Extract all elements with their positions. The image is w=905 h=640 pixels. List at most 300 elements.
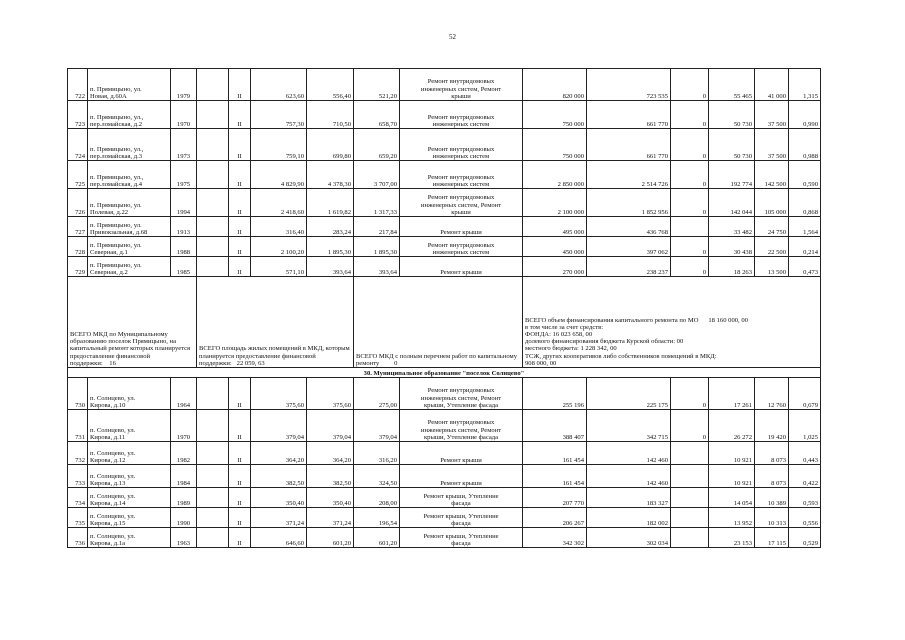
- total-area: 623,60: [251, 69, 307, 101]
- address-line-1: п. Солнцево, ул.: [90, 512, 136, 520]
- work-line-2: Ремонт крыши, Утепление: [423, 492, 499, 500]
- address-line-2: Кирова, д.10: [90, 401, 126, 409]
- total-cost: 750 000: [523, 101, 587, 129]
- table-row: [68, 528, 821, 548]
- empty-cell: [197, 465, 229, 488]
- total-cost: 342 302: [523, 528, 587, 548]
- local-budget: 14 054: [709, 488, 755, 508]
- building-class: II: [229, 488, 251, 508]
- specific-cost: 0,590: [789, 161, 821, 189]
- build-year: 1970: [171, 410, 197, 442]
- address-line-1: п. Прямицыно, ул.,: [90, 145, 144, 153]
- private-area: 208,00: [354, 488, 400, 508]
- living-area: 699,80: [307, 129, 354, 161]
- work-line-3: крыши: [451, 208, 471, 216]
- empty-cell: [197, 378, 229, 410]
- work-types: [400, 410, 523, 442]
- living-area: 379,04: [307, 410, 354, 442]
- total-cost: 255 196: [523, 378, 587, 410]
- work-line-2: Ремонт внутридомовых: [427, 241, 495, 249]
- table-row: [68, 101, 821, 129]
- private-area: 324,50: [354, 465, 400, 488]
- work-line-2: инженерных систем: [432, 180, 490, 188]
- address-line-1: п. Солнцево, ул.: [90, 449, 136, 457]
- table-row: [68, 410, 821, 442]
- regional-budget: [671, 508, 709, 528]
- private-area: 217,84: [354, 217, 400, 237]
- regional-budget: 0: [671, 410, 709, 442]
- address-line-1: п. Солнцево, ул.: [90, 426, 136, 434]
- total-area: 2 100,20: [251, 237, 307, 257]
- table-row: [68, 442, 821, 465]
- local-budget: 142 044: [709, 189, 755, 217]
- local-budget: 50 730: [709, 129, 755, 161]
- owners-share: 10 313: [755, 508, 789, 528]
- work-line-2: инженерных систем, Ремонт: [420, 201, 502, 209]
- empty-cell: [197, 217, 229, 237]
- address-cell: [88, 442, 171, 465]
- building-class: II: [229, 189, 251, 217]
- total-cost: 161 454: [523, 442, 587, 465]
- total-area: 4 829,90: [251, 161, 307, 189]
- work-types: [400, 257, 523, 277]
- row-number: 722: [68, 69, 88, 101]
- address-line-2: пер.ломайская, д.2: [90, 120, 143, 128]
- total-area: 571,10: [251, 257, 307, 277]
- total-area: 316,40: [251, 217, 307, 237]
- work-line-3: Ремонт крыши: [440, 228, 482, 236]
- work-line-1: Ремонт внутридомовых: [427, 194, 495, 202]
- build-year: 1964: [171, 378, 197, 410]
- specific-cost: 0,443: [789, 442, 821, 465]
- owners-share: 8 073: [755, 465, 789, 488]
- empty-cell: [197, 129, 229, 161]
- row-number: 727: [68, 217, 88, 237]
- owners-share: 105 000: [755, 189, 789, 217]
- local-budget: 33 482: [709, 217, 755, 237]
- local-budget: 26 272: [709, 410, 755, 442]
- living-area: 371,24: [307, 508, 354, 528]
- total-area: 364,20: [251, 442, 307, 465]
- work-types: [400, 465, 523, 488]
- regional-budget: 0: [671, 189, 709, 217]
- total-area: 757,30: [251, 101, 307, 129]
- regional-budget: [671, 217, 709, 237]
- row-number: 736: [68, 528, 88, 548]
- living-area: 364,20: [307, 442, 354, 465]
- specific-cost: 1,315: [789, 69, 821, 101]
- private-area: 393,64: [354, 257, 400, 277]
- build-year: 1989: [171, 488, 197, 508]
- row-number: 732: [68, 442, 88, 465]
- address-line-1: п. Прямицыно, ул.: [90, 85, 142, 93]
- private-area: 601,20: [354, 528, 400, 548]
- owners-share: 10 389: [755, 488, 789, 508]
- capital-repair-table: [67, 68, 821, 548]
- local-budget: 10 921: [709, 442, 755, 465]
- work-types: [400, 528, 523, 548]
- row-number: 725: [68, 161, 88, 189]
- address-cell: [88, 101, 171, 129]
- fund-amount: 1 852 956: [587, 189, 671, 217]
- address-line-2: Новая, д.60А: [90, 92, 127, 100]
- fund-amount: 183 327: [587, 488, 671, 508]
- total-cost: 2 850 000: [523, 161, 587, 189]
- address-cell: [88, 410, 171, 442]
- total-cost: 270 000: [523, 257, 587, 277]
- fund-amount: 661 770: [587, 101, 671, 129]
- work-types: [400, 69, 523, 101]
- address-line-2: Кирова, д.1а: [90, 539, 125, 547]
- building-class: II: [229, 237, 251, 257]
- address-line-1: п. Солнцево, ул.: [90, 492, 136, 500]
- fund-amount: 723 535: [587, 69, 671, 101]
- specific-cost: 0,679: [789, 378, 821, 410]
- work-line-2: инженерных систем: [432, 120, 490, 128]
- specific-cost: 1,025: [789, 410, 821, 442]
- total-area: 379,04: [251, 410, 307, 442]
- local-budget: 23 153: [709, 528, 755, 548]
- total-cost: 2 100 000: [523, 189, 587, 217]
- table-row: [68, 508, 821, 528]
- living-area: 382,50: [307, 465, 354, 488]
- address-cell: [88, 237, 171, 257]
- private-area: 1 317,33: [354, 189, 400, 217]
- specific-cost: 0,988: [789, 129, 821, 161]
- owners-share: 8 073: [755, 442, 789, 465]
- work-types: [400, 189, 523, 217]
- work-types: [400, 161, 523, 189]
- work-line-1: Ремонт внутридомовых: [427, 145, 495, 153]
- address-line-2: Привокзальная, д.68: [90, 228, 148, 236]
- work-line-3: крыши, Утепление фасада: [423, 401, 499, 409]
- address-cell: [88, 69, 171, 101]
- building-class: II: [229, 410, 251, 442]
- build-year: 1990: [171, 508, 197, 528]
- specific-cost: 0,529: [789, 528, 821, 548]
- section-title: 30. Муниципальное образование "поселок Солнцево": [68, 368, 821, 378]
- build-year: 1982: [171, 442, 197, 465]
- private-area: 196,54: [354, 508, 400, 528]
- build-year: 1985: [171, 257, 197, 277]
- address-cell: [88, 378, 171, 410]
- address-line-2: Северная, д.2: [90, 268, 128, 276]
- local-budget: 13 952: [709, 508, 755, 528]
- regional-budget: 0: [671, 161, 709, 189]
- owners-share: 37 500: [755, 101, 789, 129]
- table-row: [68, 129, 821, 161]
- building-class: II: [229, 101, 251, 129]
- total-area: 646,60: [251, 528, 307, 548]
- total-area: 375,60: [251, 378, 307, 410]
- row-number: 724: [68, 129, 88, 161]
- summary-financing: ВСЕГО объем финансирования капитального ремонта по МО 18 160 000, 00 в том числе за счет средств: ФОНДА: 16 023 658, 00 долевого финансирования бюджета Курской области: 00 местного бюджета: 1 228 342, 00 ТСЖ, других кооперативов либо собственников помещений в МКД: 908 000, 00: [523, 277, 821, 368]
- address-line-1: п. Прямицыно, ул.,: [90, 173, 144, 181]
- address-cell: [88, 161, 171, 189]
- empty-cell: [197, 237, 229, 257]
- address-cell: [88, 508, 171, 528]
- work-types: [400, 378, 523, 410]
- summary-living-area: ВСЕГО площадь жилых помещений в МКД, которым планируется предоставление финансовой поддержки: 22 059, 63: [197, 277, 354, 368]
- living-area: 4 378,30: [307, 161, 354, 189]
- address-line-2: Кирова, д.14: [90, 499, 126, 507]
- total-area: 759,10: [251, 129, 307, 161]
- fund-amount: 302 034: [587, 528, 671, 548]
- table-row: [68, 488, 821, 508]
- work-line-2: инженерных систем: [432, 152, 490, 160]
- table-row: [68, 465, 821, 488]
- work-line-3: Ремонт крыши: [440, 456, 482, 464]
- table-row: [68, 69, 821, 101]
- local-budget: 50 730: [709, 101, 755, 129]
- section-header-row: [68, 368, 821, 378]
- empty-cell: [197, 528, 229, 548]
- private-area: 521,20: [354, 69, 400, 101]
- build-year: 1913: [171, 217, 197, 237]
- address-line-1: п. Прямицыно, ул.: [90, 201, 142, 209]
- work-line-3: Ремонт крыши: [440, 268, 482, 276]
- fund-amount: 342 715: [587, 410, 671, 442]
- work-line-2: инженерных систем, Ремонт: [420, 394, 502, 402]
- owners-share: 12 760: [755, 378, 789, 410]
- total-cost: 388 407: [523, 410, 587, 442]
- total-cost: 450 000: [523, 237, 587, 257]
- fund-amount: 142 460: [587, 465, 671, 488]
- owners-share: 22 500: [755, 237, 789, 257]
- build-year: 1979: [171, 69, 197, 101]
- living-area: 710,50: [307, 101, 354, 129]
- build-year: 1984: [171, 465, 197, 488]
- building-class: II: [229, 129, 251, 161]
- total-cost: 750 000: [523, 129, 587, 161]
- owners-share: 19 420: [755, 410, 789, 442]
- specific-cost: 1,564: [789, 217, 821, 237]
- work-line-3: фасада: [451, 539, 471, 547]
- work-line-3: фасада: [451, 519, 471, 527]
- address-cell: [88, 189, 171, 217]
- address-line-1: п. Солнцево, ул.: [90, 472, 136, 480]
- total-cost: 495 000: [523, 217, 587, 237]
- regional-budget: 0: [671, 237, 709, 257]
- fund-amount: 182 002: [587, 508, 671, 528]
- work-line-3: Ремонт крыши: [440, 479, 482, 487]
- private-area: 316,20: [354, 442, 400, 465]
- total-cost: 161 454: [523, 465, 587, 488]
- regional-budget: 0: [671, 378, 709, 410]
- private-area: 658,70: [354, 101, 400, 129]
- address-line-1: п. Прямицыно, ул.,: [90, 113, 144, 121]
- owners-share: 142 500: [755, 161, 789, 189]
- private-area: 275,00: [354, 378, 400, 410]
- work-line-1: Ремонт внутридомовых: [427, 173, 495, 181]
- work-line-1: Ремонт внутридомовых: [427, 113, 495, 121]
- regional-budget: 0: [671, 257, 709, 277]
- regional-budget: [671, 442, 709, 465]
- empty-cell: [197, 69, 229, 101]
- work-line-3: крыши: [451, 92, 471, 100]
- living-area: 350,40: [307, 488, 354, 508]
- fund-amount: 238 237: [587, 257, 671, 277]
- living-area: 283,24: [307, 217, 354, 237]
- address-line-2: Кирова, д.12: [90, 456, 126, 464]
- living-area: 601,20: [307, 528, 354, 548]
- table-row: [68, 257, 821, 277]
- local-budget: 18 263: [709, 257, 755, 277]
- build-year: 1975: [171, 161, 197, 189]
- living-area: 1 619,82: [307, 189, 354, 217]
- private-area: 3 707,00: [354, 161, 400, 189]
- total-area: 382,50: [251, 465, 307, 488]
- local-budget: 192 774: [709, 161, 755, 189]
- living-area: 393,64: [307, 257, 354, 277]
- regional-budget: [671, 488, 709, 508]
- row-number: 729: [68, 257, 88, 277]
- total-area: 350,40: [251, 488, 307, 508]
- work-line-2: Ремонт крыши, Утепление: [423, 512, 499, 520]
- specific-cost: 0,556: [789, 508, 821, 528]
- table-row: [68, 378, 821, 410]
- work-line-3: инженерных систем: [432, 248, 490, 256]
- fund-amount: 225 175: [587, 378, 671, 410]
- address-line-2: Кирова, д.13: [90, 479, 126, 487]
- fund-amount: 397 062: [587, 237, 671, 257]
- address-cell: [88, 217, 171, 237]
- work-line-2: инженерных систем, Ремонт: [420, 426, 502, 434]
- total-cost: 207 770: [523, 488, 587, 508]
- regional-budget: 0: [671, 69, 709, 101]
- table-row: [68, 189, 821, 217]
- address-line-1: п. Прямицыно, ул.: [90, 261, 142, 269]
- work-line-3: крыши, Утепление фасада: [423, 433, 499, 441]
- private-area: 1 895,30: [354, 237, 400, 257]
- address-line-1: п. Солнцево, ул.: [90, 532, 136, 540]
- row-number: 730: [68, 378, 88, 410]
- specific-cost: 0,422: [789, 465, 821, 488]
- address-line-2: Кирова, д.15: [90, 519, 126, 527]
- row-number: 731: [68, 410, 88, 442]
- fund-amount: 436 768: [587, 217, 671, 237]
- specific-cost: 0,473: [789, 257, 821, 277]
- regional-budget: [671, 465, 709, 488]
- empty-cell: [197, 410, 229, 442]
- work-types: [400, 129, 523, 161]
- work-types: [400, 442, 523, 465]
- regional-budget: 0: [671, 101, 709, 129]
- address-line-2: пер.ломайская, д.3: [90, 152, 143, 160]
- row-number: 726: [68, 189, 88, 217]
- building-class: II: [229, 217, 251, 237]
- total-area: 2 418,60: [251, 189, 307, 217]
- regional-budget: [671, 528, 709, 548]
- specific-cost: 0,593: [789, 488, 821, 508]
- build-year: 1973: [171, 129, 197, 161]
- specific-cost: 0,214: [789, 237, 821, 257]
- owners-share: 17 115: [755, 528, 789, 548]
- work-line-2: инженерных систем, Ремонт: [420, 85, 502, 93]
- local-budget: 10 921: [709, 465, 755, 488]
- table-row: [68, 161, 821, 189]
- empty-cell: [197, 488, 229, 508]
- address-line-2: Северная, д.1: [90, 248, 128, 256]
- work-types: [400, 237, 523, 257]
- building-class: II: [229, 442, 251, 465]
- row-number: 733: [68, 465, 88, 488]
- owners-share: 13 500: [755, 257, 789, 277]
- page-number: 52: [449, 33, 456, 41]
- fund-amount: 142 460: [587, 442, 671, 465]
- building-class: II: [229, 69, 251, 101]
- living-area: 1 895,30: [307, 237, 354, 257]
- owners-share: 24 750: [755, 217, 789, 237]
- building-class: II: [229, 257, 251, 277]
- summary-houses-count: ВСЕГО МКД по Муниципальному образованию поселок Прямицыно, на капитальный ремонт которых планируется предоставление финансовой поддержки: 16: [68, 277, 197, 368]
- local-budget: 30 438: [709, 237, 755, 257]
- owners-share: 41 000: [755, 69, 789, 101]
- build-year: 1988: [171, 237, 197, 257]
- work-types: [400, 488, 523, 508]
- specific-cost: 0,868: [789, 189, 821, 217]
- living-area: 375,60: [307, 378, 354, 410]
- summary-full-repair: ВСЕГО МКД с полным перечнем работ по капитальному ремонту 0: [354, 277, 523, 368]
- specific-cost: 0,990: [789, 101, 821, 129]
- summary-row: [68, 277, 821, 368]
- build-year: 1994: [171, 189, 197, 217]
- total-cost: 820 000: [523, 69, 587, 101]
- row-number: 723: [68, 101, 88, 129]
- private-area: 379,04: [354, 410, 400, 442]
- address-line-1: п. Прямицыно, ул.: [90, 241, 142, 249]
- owners-share: 37 500: [755, 129, 789, 161]
- local-budget: 17 261: [709, 378, 755, 410]
- table-row: [68, 237, 821, 257]
- building-class: II: [229, 508, 251, 528]
- empty-cell: [197, 442, 229, 465]
- regional-budget: 0: [671, 129, 709, 161]
- empty-cell: [197, 508, 229, 528]
- table-row: [68, 217, 821, 237]
- address-cell: [88, 129, 171, 161]
- building-class: II: [229, 161, 251, 189]
- address-line-1: п. Солнцево, ул.: [90, 394, 136, 402]
- address-line-1: п. Прямицыно, ул.: [90, 221, 142, 229]
- address-line-2: Кирова, д.11: [90, 433, 126, 441]
- empty-cell: [197, 161, 229, 189]
- build-year: 1963: [171, 528, 197, 548]
- total-area: 371,24: [251, 508, 307, 528]
- fund-amount: 661 770: [587, 129, 671, 161]
- work-line-1: Ремонт внутридомовых: [427, 419, 495, 427]
- row-number: 728: [68, 237, 88, 257]
- private-area: 659,20: [354, 129, 400, 161]
- address-cell: [88, 528, 171, 548]
- building-class: II: [229, 378, 251, 410]
- fund-amount: 2 514 726: [587, 161, 671, 189]
- work-types: [400, 217, 523, 237]
- empty-cell: [197, 101, 229, 129]
- total-cost: 206 267: [523, 508, 587, 528]
- work-line-1: Ремонт внутридомовых: [427, 78, 495, 86]
- building-class: II: [229, 465, 251, 488]
- local-budget: 55 465: [709, 69, 755, 101]
- work-line-1: Ремонт внутридомовых: [427, 387, 495, 395]
- address-cell: [88, 465, 171, 488]
- work-line-3: фасада: [451, 499, 471, 507]
- address-cell: [88, 488, 171, 508]
- row-number: 734: [68, 488, 88, 508]
- row-number: 735: [68, 508, 88, 528]
- work-types: [400, 508, 523, 528]
- address-line-2: пер.ломайская, д.4: [90, 180, 143, 188]
